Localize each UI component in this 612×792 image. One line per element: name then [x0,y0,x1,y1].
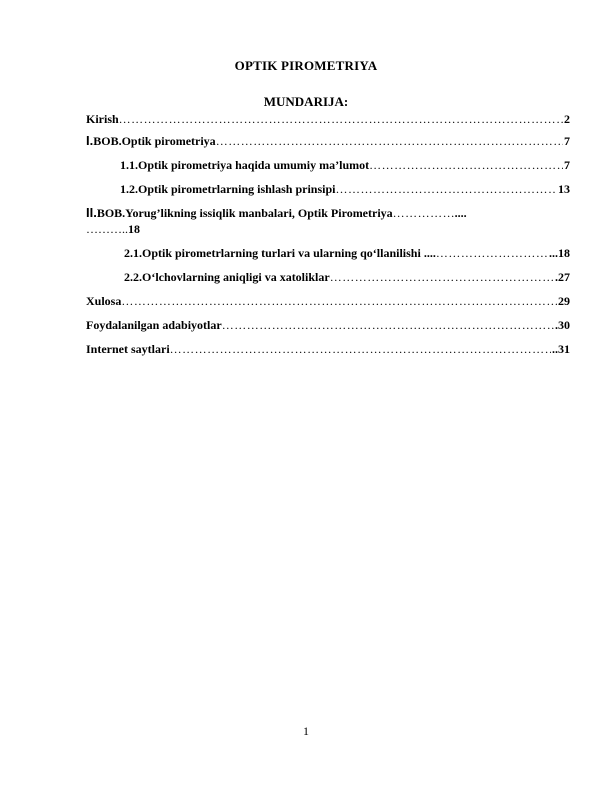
toc-leader-dots-continued: ……….. [86,222,128,236]
toc-entry-xulosa[interactable] [86,293,570,309]
toc-leader-dots [369,157,563,173]
toc-page-number: ...18 [549,246,570,260]
toc-entry-sec22[interactable] [86,269,570,285]
page-title: OPTIK PIROMETRIYA [234,58,378,73]
toc-entry-bob1[interactable] [86,133,570,149]
toc-leader-dots [393,205,455,221]
toc-entry-sec12[interactable] [86,181,570,197]
toc-label: Internet saytlari [86,342,170,356]
toc-entry-internet[interactable] [86,341,570,357]
toc-entry-sec21[interactable] [86,245,570,261]
toc-entry-kirish[interactable] [86,111,570,127]
toc-page-number: 18 [128,222,140,236]
toc-label: Xulosa [86,294,122,308]
toc-entry-sec11[interactable] [86,157,570,173]
toc-leader-dots [336,181,558,197]
toc-page-number: ..31 [552,342,570,356]
toc-leader-dots [121,293,557,309]
toc-label: Kirish [86,112,119,126]
roman-numeral: I. [86,133,94,148]
page-number: 1 [303,724,309,738]
table-of-contents [86,111,570,357]
toc-leader-dots [330,269,554,285]
toc-label: 2.2.O‘lchovlarning aniqligi va xatoliklar [124,270,330,284]
toc-heading: MUNDARIJA: [263,94,349,109]
toc-label: 1.2.Optik pirometrlarning ishlash prinsipi [120,182,336,196]
toc-label: I.BOB.Optik pirometriya [86,133,216,148]
toc-leader-dots [436,245,548,261]
toc-leader-dots [222,317,554,333]
toc-page-number: 13 [558,182,570,196]
toc-label: 2.1.Optik pirometrlarning turlari va ularning qo‘llanilishi .... [124,246,436,260]
toc-label: 1.1.Optik pirometriya haqida umumiy ma’lumot [120,158,370,172]
toc-leader-dots [170,341,551,357]
toc-label: II.BOB.Yorug’likning issiqlik manbalari, Optik Pirometriya [86,205,393,220]
toc-leader-dots [119,111,563,127]
toc-trailing-dots: .... [454,206,467,220]
toc-leader-dots [216,133,563,149]
toc-entry-adabiyotlar[interactable] [86,317,570,333]
toc-page-number: 7 [564,134,570,148]
roman-numeral: II. [86,205,97,220]
toc-page-number: 7 [564,158,570,172]
toc-page-number: .30 [555,318,570,332]
toc-page-number: 2 [564,112,570,126]
toc-page-number: 29 [558,294,570,308]
toc-label: Foydalanilgan adabiyotlar [86,318,222,332]
toc-entry-bob2[interactable] [86,205,570,237]
toc-page-number: .27 [555,270,570,284]
